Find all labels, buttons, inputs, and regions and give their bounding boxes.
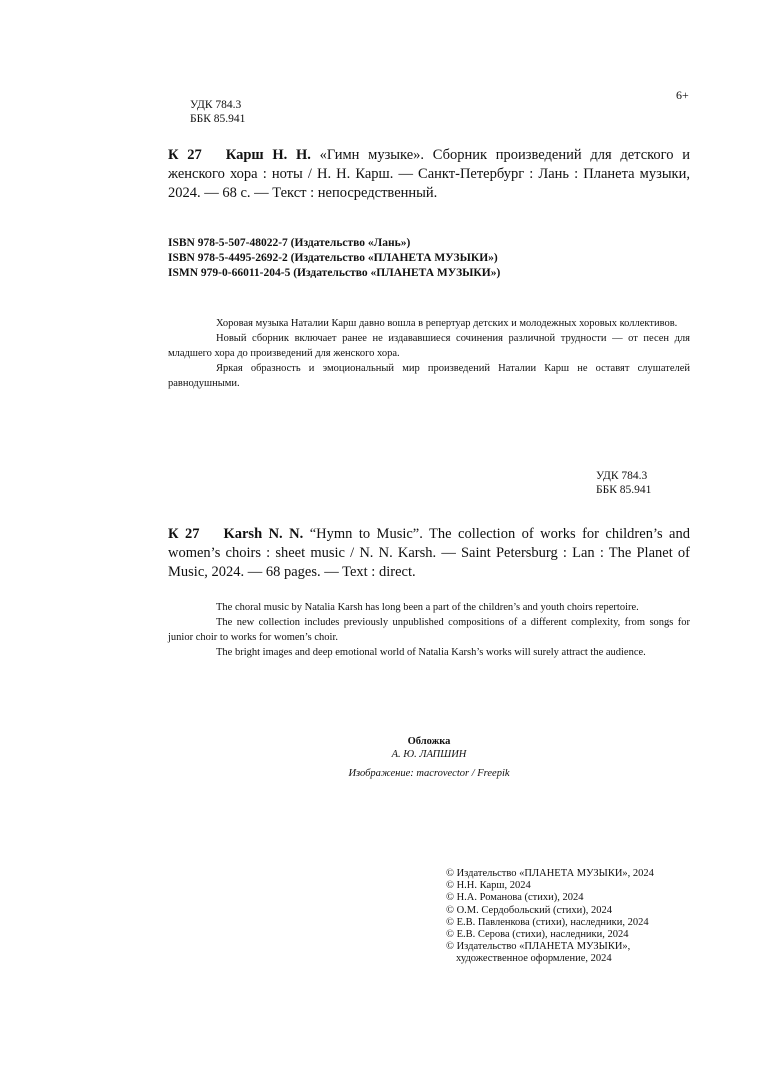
- annotation-paragraph: The choral music by Natalia Karsh has long been a part of the children’s and youth choirs repertoire.: [216, 602, 639, 613]
- annotation-paragraph: Яркая образность и эмоциональный мир произведений Наталии Карш не оставят слушателей равнодушными.: [168, 363, 690, 389]
- image-credit: Изображение: macrovector / Freepik: [348, 768, 510, 779]
- author-mark: К 27: [168, 147, 202, 163]
- classification-block-ru: [190, 98, 245, 126]
- isbn-block: [168, 236, 500, 281]
- copyright-line: © Е.В. Павленкова (стихи), наследники, 2024: [446, 916, 649, 928]
- annotation-paragraph: Хоровая музыка Наталии Карш давно вошла в репертуар детских и молодежных хоровых коллективов.: [216, 318, 678, 329]
- ismn-line: ISMN 979-0-66011-204-5 (Издательство «ПЛАНЕТА МУЗЫКИ»): [168, 267, 501, 279]
- copyright-block: [446, 868, 654, 966]
- annotation-ru: [168, 316, 690, 391]
- bibliographic-entry-ru: [168, 146, 690, 203]
- entry-description: «Гимн музыке». Сборник произведений для детского и женского хора : ноты / Н. Н. Карш. — Санкт-Петербург : Лань : Планета музыки, 2024. — 68 с. — Текст : непосредственный.: [168, 147, 691, 201]
- entry-author: Karsh N. N.: [223, 526, 304, 542]
- copyright-line: © Е.В. Серова (стихи), наследники, 2024: [446, 929, 629, 941]
- entry-author: Карш Н. Н.: [225, 147, 311, 163]
- annotation-en: [168, 600, 690, 660]
- annotation-paragraph: The new collection includes previously unpublished compositions of a different complexity, from songs for junior choir to works for women’s choir.: [168, 617, 690, 643]
- entry-description: “Hymn to Music”. The collection of works for children’s and women’s choirs : sheet music / N. N. Karsh. — Saint Petersburg : Lan : The Planet of Music, 2024. — 68 pages. — Text : direct.: [168, 526, 690, 580]
- udk-code: УДК 784.3: [190, 99, 242, 111]
- isbn-line: ISBN 978-5-4495-2692-2 (Издательство «ПЛАНЕТА МУЗЫКИ»): [168, 252, 498, 264]
- cover-credit: [168, 735, 690, 761]
- annotation-paragraph: The bright images and deep emotional world of Natalia Karsh’s works will surely attract the audience.: [216, 647, 646, 658]
- copyright-line: © Н.А. Романова (стихи), 2024: [446, 892, 584, 904]
- author-mark: К 27: [168, 526, 200, 542]
- copyright-line: © О.М. Сердобольский (стихи), 2024: [446, 904, 612, 916]
- bbk-code: ББК 85.941: [596, 484, 652, 496]
- bibliographic-entry-en: [168, 525, 690, 582]
- age-rating: 6+: [676, 88, 689, 102]
- copyright-line: © Н.Н. Карш, 2024: [446, 880, 531, 892]
- cover-designer: А. Ю. ЛАПШИН: [391, 749, 467, 760]
- copyright-line: © Издательство «ПЛАНЕТА МУЗЫКИ», 2024: [446, 868, 654, 879]
- udk-code: УДК 784.3: [596, 470, 648, 482]
- bbk-code: ББК 85.941: [190, 113, 246, 125]
- annotation-paragraph: Новый сборник включает ранее не издававшиеся сочинения различной трудности — от песен для младшего хора до произведений для женского хора.: [168, 333, 690, 359]
- classification-block-en: [596, 469, 651, 497]
- isbn-line: ISBN 978-5-507-48022-7 (Издательство «Лань»): [168, 237, 411, 249]
- copyright-line: художественное оформление, 2024: [456, 953, 612, 965]
- cover-title: Обложка: [407, 736, 451, 747]
- copyright-line: © Издательство «ПЛАНЕТА МУЗЫКИ»,: [446, 941, 631, 953]
